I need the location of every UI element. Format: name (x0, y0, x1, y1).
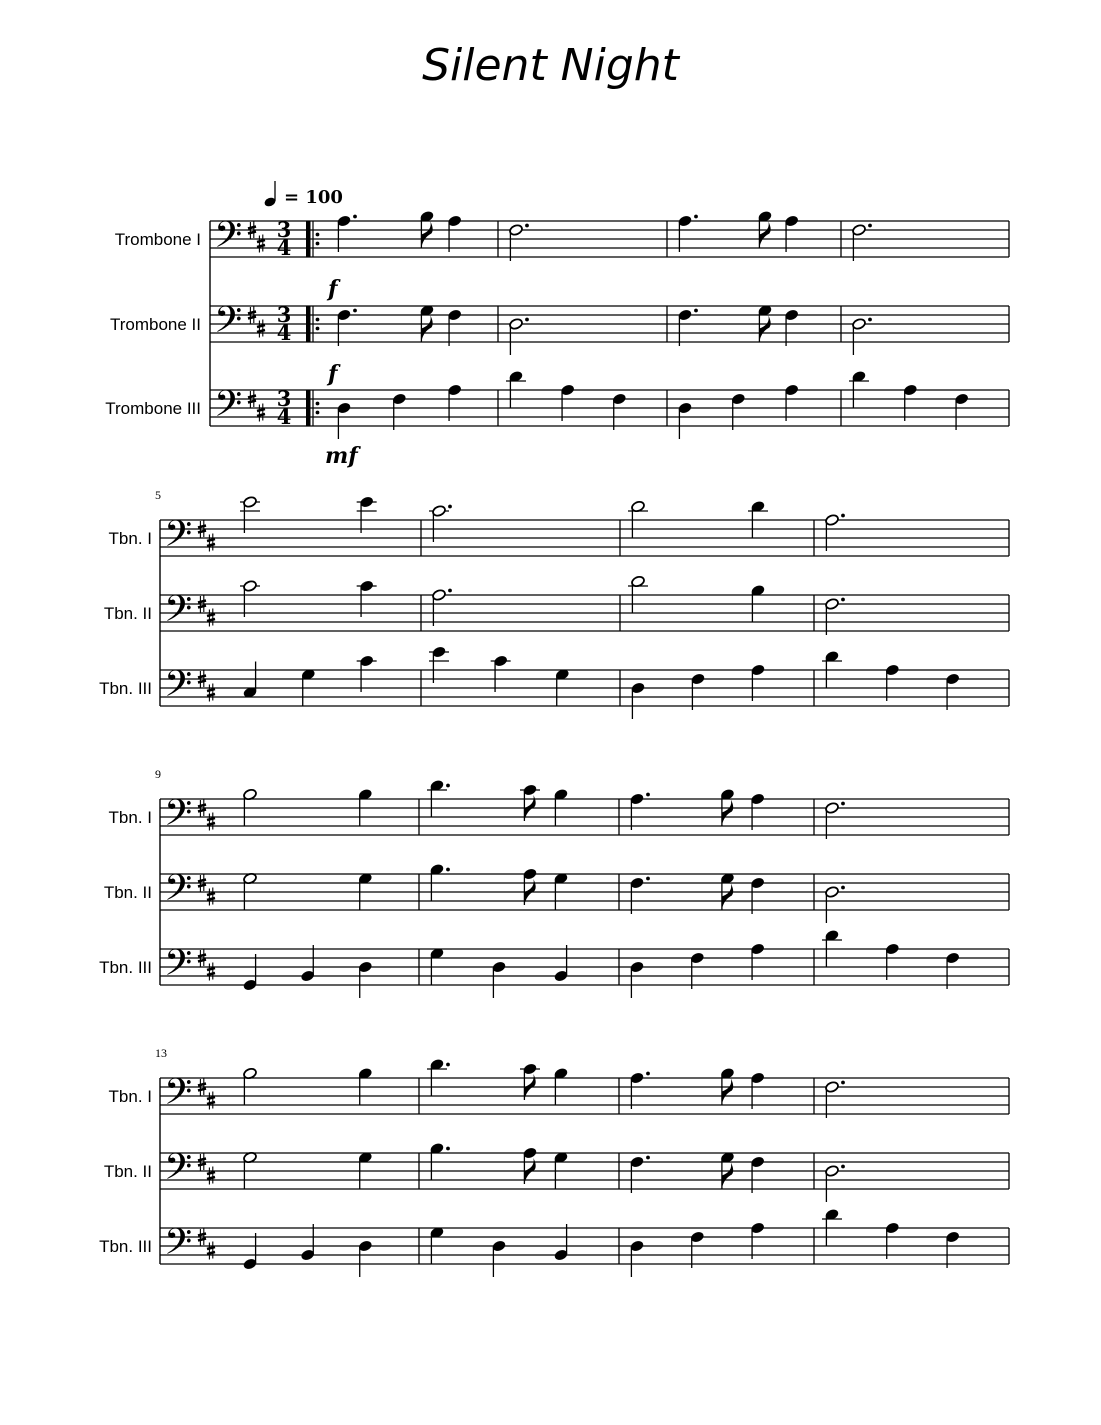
note (750, 943, 765, 980)
note (691, 673, 706, 710)
repeat-thick-bar (306, 390, 311, 426)
note (630, 793, 650, 830)
sharp-accidental (257, 404, 265, 422)
note (849, 370, 869, 407)
repeat-dot (316, 242, 320, 246)
repeat-dot (316, 318, 320, 322)
note (678, 402, 693, 439)
note (750, 877, 765, 914)
note (885, 1222, 900, 1259)
note (885, 943, 900, 980)
note (748, 500, 768, 537)
note (822, 1208, 842, 1245)
sharp-accidental (207, 534, 215, 552)
note (243, 662, 258, 699)
note (243, 954, 258, 991)
note (492, 1240, 507, 1277)
dynamic-mezzo-forte: mf (325, 443, 358, 469)
note (243, 1233, 258, 1270)
note (243, 872, 258, 909)
note (751, 584, 766, 621)
repeat-thick-bar (306, 306, 311, 342)
note (630, 1240, 645, 1277)
tempo-text: = 100 (284, 187, 343, 208)
measure-number: 5 (155, 488, 161, 502)
note (631, 682, 646, 719)
note (447, 215, 462, 252)
note (358, 961, 373, 998)
note (240, 496, 260, 533)
svg-text:𝄢: 𝄢 (214, 214, 243, 265)
note (429, 505, 452, 542)
sharp-accidental (207, 888, 215, 906)
note (720, 1067, 735, 1104)
note (784, 384, 799, 421)
note (885, 664, 900, 701)
note (630, 1156, 650, 1193)
note (358, 1067, 373, 1104)
note (731, 393, 746, 430)
note (523, 868, 538, 905)
note (357, 496, 377, 533)
note (852, 224, 872, 261)
note (509, 224, 529, 261)
dynamic-forte: f (328, 361, 338, 387)
note (300, 945, 315, 982)
note (337, 215, 357, 252)
note (758, 304, 773, 341)
sharp-accidental (207, 963, 215, 981)
note (825, 514, 845, 551)
score-title: Silent Night (422, 40, 679, 91)
note (690, 952, 705, 989)
svg-text:𝄢: 𝄢 (164, 663, 193, 714)
note (520, 1063, 540, 1100)
sharp-accidental (207, 813, 215, 831)
repeat-thick-bar (306, 221, 311, 257)
note (427, 779, 450, 816)
note (825, 1165, 845, 1202)
note (430, 1226, 445, 1263)
note (554, 872, 569, 909)
note (554, 1151, 569, 1188)
note (690, 1231, 705, 1268)
bass-clef (164, 942, 192, 993)
bass-clef (164, 792, 192, 843)
bass-clef (164, 588, 192, 639)
note (358, 1240, 373, 1277)
note (358, 872, 373, 909)
note (427, 1058, 450, 1095)
sharp-accidental (207, 684, 215, 702)
sharp-accidental (257, 235, 265, 253)
note (720, 872, 735, 909)
time-signature-top: 3 (276, 217, 292, 242)
bass-clef (214, 214, 242, 265)
note (243, 788, 258, 825)
time-signature-top: 3 (276, 386, 292, 411)
svg-text:𝄢: 𝄢 (164, 588, 193, 639)
note (628, 500, 648, 537)
note (506, 370, 526, 407)
staff-label: Tbn. II (103, 883, 152, 902)
note (430, 1142, 450, 1179)
repeat-dot (316, 411, 320, 415)
staff-label: Trombone II (109, 315, 201, 334)
note (852, 318, 872, 355)
note (301, 668, 316, 705)
note (750, 1222, 765, 1259)
note (954, 393, 969, 430)
note (243, 1067, 258, 1104)
svg-text:𝄢: 𝄢 (214, 383, 243, 434)
staff-label: Tbn. I (108, 808, 152, 827)
note (554, 1224, 569, 1261)
svg-text:𝄢: 𝄢 (164, 792, 193, 843)
staff-label: Tbn. III (99, 958, 152, 977)
bass-clef (214, 383, 242, 434)
note (825, 1081, 845, 1118)
note (420, 210, 435, 247)
note (554, 1067, 569, 1104)
repeat-dot (316, 233, 320, 237)
staff-label: Tbn. II (103, 1162, 152, 1181)
svg-text:𝄢: 𝄢 (164, 867, 193, 918)
note (822, 650, 842, 687)
note (678, 215, 698, 252)
note (555, 668, 570, 705)
bass-clef (164, 867, 192, 918)
note (903, 384, 918, 421)
sharp-accidental (207, 1167, 215, 1185)
staff-label: Tbn. I (108, 529, 152, 548)
note (630, 961, 645, 998)
sharp-accidental (207, 1092, 215, 1110)
note (750, 793, 765, 830)
note (430, 863, 450, 900)
note (491, 655, 511, 692)
svg-text:𝄢: 𝄢 (164, 1221, 193, 1272)
note (447, 309, 462, 346)
note (945, 673, 960, 710)
svg-text:𝄢: 𝄢 (164, 1146, 193, 1197)
dynamic-forte: f (328, 276, 338, 302)
measure-number: 9 (155, 767, 161, 781)
note (560, 384, 575, 421)
note (358, 1151, 373, 1188)
note (392, 393, 407, 430)
bass-clef (164, 1221, 192, 1272)
note (822, 929, 842, 966)
svg-text:𝄢: 𝄢 (164, 942, 193, 993)
note (432, 589, 452, 626)
note (825, 802, 845, 839)
note (420, 304, 435, 341)
note (751, 664, 766, 701)
bass-clef (164, 663, 192, 714)
note (337, 402, 352, 439)
note (357, 580, 377, 617)
note (509, 318, 529, 355)
note (447, 384, 462, 421)
svg-text:𝄢: 𝄢 (214, 299, 243, 350)
note (720, 1151, 735, 1188)
repeat-dot (316, 327, 320, 331)
note (630, 877, 650, 914)
time-signature-bottom: 4 (276, 404, 292, 429)
note (784, 309, 799, 346)
note (358, 788, 373, 825)
tempo-marking (263, 181, 276, 208)
staff-label: Trombone I (114, 230, 201, 249)
svg-text:𝄢: 𝄢 (164, 1071, 193, 1122)
note (240, 580, 260, 617)
note (945, 952, 960, 989)
time-signature-top: 3 (276, 302, 292, 327)
note (784, 215, 799, 252)
note (554, 945, 569, 982)
note (945, 1231, 960, 1268)
bass-clef (214, 299, 242, 350)
note (612, 393, 627, 430)
note (554, 788, 569, 825)
note (758, 210, 773, 247)
note (678, 309, 698, 346)
staff-label: Tbn. II (103, 604, 152, 623)
note (720, 788, 735, 825)
note (430, 947, 445, 984)
note (520, 784, 540, 821)
note (628, 575, 648, 612)
note (300, 1224, 315, 1261)
note (523, 1147, 538, 1184)
bass-clef (164, 513, 192, 564)
note (243, 1151, 258, 1188)
svg-text:𝄢: 𝄢 (164, 513, 193, 564)
note (825, 886, 845, 923)
note (337, 309, 357, 346)
note (750, 1156, 765, 1193)
repeat-dot (316, 402, 320, 406)
time-signature-bottom: 4 (276, 320, 292, 345)
sharp-accidental (257, 320, 265, 338)
sharp-accidental (207, 609, 215, 627)
note (429, 646, 449, 683)
bass-clef (164, 1146, 192, 1197)
staff-label: Tbn. I (108, 1087, 152, 1106)
bass-clef (164, 1071, 192, 1122)
staff-label: Tbn. III (99, 1237, 152, 1256)
note (630, 1072, 650, 1109)
note (750, 1072, 765, 1109)
note (492, 961, 507, 998)
note (357, 655, 377, 692)
staff-label: Tbn. III (99, 679, 152, 698)
staff-label: Trombone III (105, 399, 201, 418)
sharp-accidental (207, 1242, 215, 1260)
note (825, 598, 845, 635)
time-signature-bottom: 4 (276, 235, 292, 260)
measure-number: 13 (155, 1046, 167, 1060)
